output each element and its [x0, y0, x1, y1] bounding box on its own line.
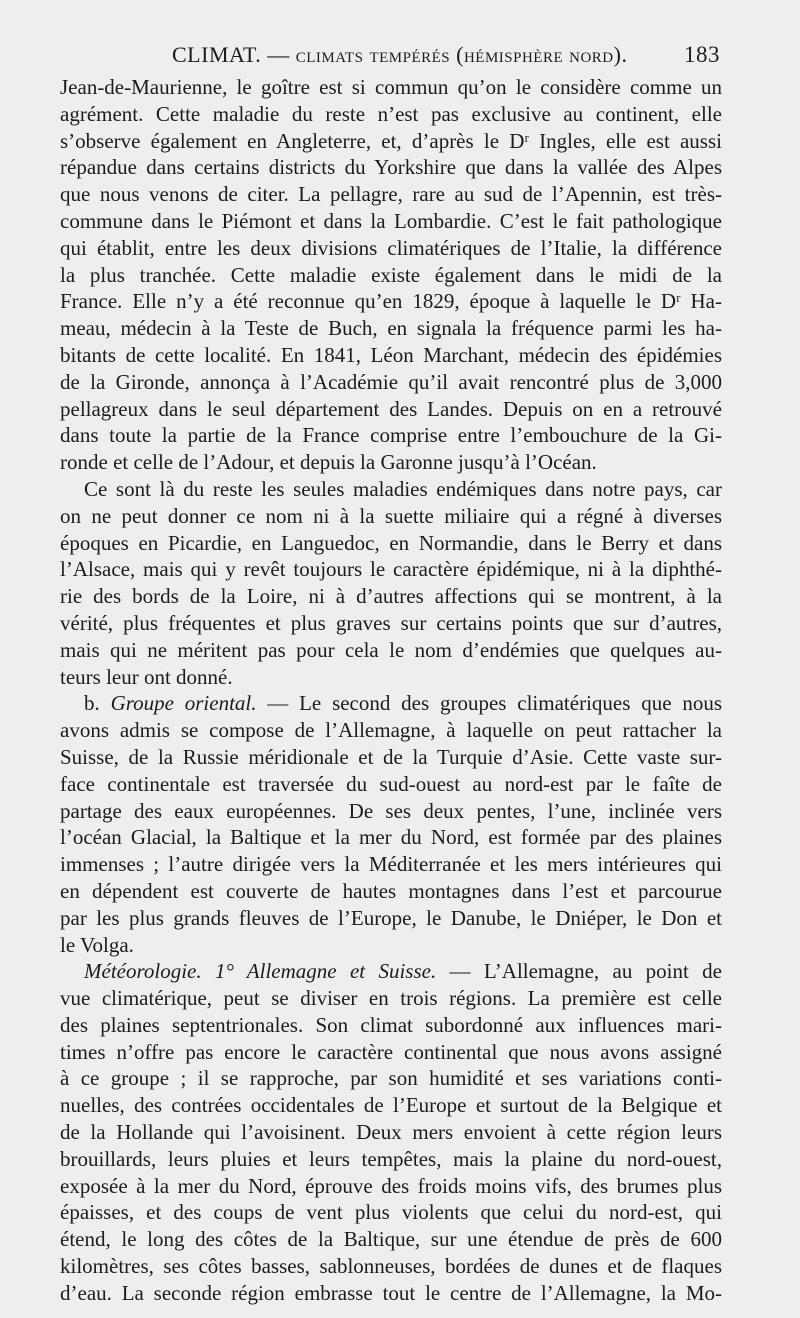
line-text: s’observe également en Angleterre, et, d’après le Dʳ Ingles, elle est aussi: [60, 128, 722, 153]
text-line: [60, 1012, 722, 1039]
text-line: [60, 637, 722, 664]
text-line: [60, 342, 722, 369]
line-text: d’eau. La seconde région embrasse tout le centre de l’Allemagne, la Mo-: [60, 1280, 722, 1305]
line-text: de la Gironde, annonça à l’Académie qu’il avait rencontré plus de 3,000: [60, 369, 722, 394]
text-line: [60, 824, 722, 851]
running-title-section: climats tempérés (hémisphère nord).: [295, 42, 628, 67]
line-text: vue climatérique, peut se diviser en trois régions. La première est celle: [60, 986, 722, 1011]
line-text: le Volga.: [60, 932, 134, 957]
line-text: qui établit, entre les deux divisions climatériques de l’Italie, la différence: [60, 235, 722, 260]
body-text: [60, 74, 722, 1307]
line-text: pellagreux dans le seul département des Landes. Depuis on en a retrouvé: [60, 396, 722, 421]
line-text: brouillards, leurs pluies et leurs tempêtes, mais la plaine du nord-ouest,: [60, 1146, 722, 1171]
text-line: [60, 932, 722, 959]
text-line: [60, 422, 722, 449]
line-text: de la Hollande qui l’avoisinent. Deux mers envoient à cette région leurs: [60, 1120, 722, 1145]
text-line: [60, 1065, 722, 1092]
text-line: [60, 101, 722, 128]
text-line: [60, 449, 722, 476]
text-line: [60, 181, 722, 208]
text-line: [60, 851, 722, 878]
text-line: [60, 1146, 722, 1173]
line-text: époques en Picardie, en Languedoc, en Normandie, dans le Berry et dans: [60, 530, 722, 555]
line-text: bitants de cette localité. En 1841, Léon Marchant, médecin des épidémies: [60, 342, 722, 367]
paragraph-marker: b.: [84, 691, 111, 716]
text-line: [60, 208, 722, 235]
line-text: Ce sont là du reste les seules maladies endémiques dans notre pays, car: [84, 476, 722, 501]
line-text: l’océan Glacial, la Baltique et la mer du Nord, est formée par des plaines: [60, 825, 722, 850]
running-header: [60, 38, 720, 72]
text-line: [60, 771, 722, 798]
text-line: [60, 503, 722, 530]
line-text: épaisses, et des coups de vent plus violents que celui du nord-est, qui: [60, 1200, 722, 1225]
line-text: dans toute la partie de la France comprise entre l’embouchure de la Gi-: [60, 423, 722, 448]
line-text: — Le second des groupes climatériques que nous: [256, 691, 722, 716]
line-text: on ne peut donner ce nom ni à la suette miliaire qui a régné à diverses: [60, 503, 722, 528]
text-line: [60, 476, 722, 503]
text-line: [60, 717, 722, 744]
running-title: [172, 42, 627, 68]
text-line: [60, 1226, 722, 1253]
text-line: [60, 1199, 722, 1226]
text-line: [60, 1039, 722, 1066]
italic-heading: Météorologie. 1° Allemagne et Suisse.: [84, 959, 437, 984]
text-line: [60, 798, 722, 825]
text-line: [60, 74, 722, 101]
text-line: [60, 958, 722, 985]
text-line: [60, 396, 722, 423]
line-text: répandue dans certains districts du Yorkshire que dans la vallée des Alpes: [60, 155, 722, 180]
line-text: l’Alsace, mais qui y revêt toujours le caractère épidémique, ni à la diphthé-: [60, 557, 722, 582]
text-line: [60, 154, 722, 181]
line-text: que nous venons de citer. La pellagre, rare au sud de l’Apennin, est très-: [60, 182, 722, 207]
text-line: [60, 369, 722, 396]
line-text: vérité, plus fréquentes et plus graves sur certains points que sur d’autres,: [60, 610, 722, 635]
line-text: times n’offre pas encore le caractère continental que nous avons assigné: [60, 1039, 722, 1064]
running-title-prefix: CLIMAT. —: [172, 42, 296, 67]
line-text: des plaines septentrionales. Son climat subordonné aux influences mari-: [60, 1012, 722, 1037]
line-text: étend, le long des côtes de la Baltique, sur une étendue de près de 600: [60, 1227, 722, 1252]
line-text: nuelles, des contrées occidentales de l’Europe et surtout de la Belgique et: [60, 1093, 722, 1118]
line-text: agrément. Cette maladie du reste n’est pas exclusive au continent, elle: [60, 101, 722, 126]
line-text: Suisse, de la Russie méridionale et de la Turquie d’Asie. Cette vaste sur-: [60, 744, 722, 769]
text-line: [60, 1092, 722, 1119]
text-line: [60, 905, 722, 932]
page-number: 183: [684, 42, 720, 67]
italic-heading: Groupe oriental.: [110, 691, 257, 716]
text-line: [60, 690, 722, 717]
line-text: avons admis se compose de l’Allemagne, à laquelle on peut rattacher la: [60, 718, 722, 743]
text-line: [60, 1119, 722, 1146]
line-text: rie des bords de la Loire, ni à d’autres affections qui se montrent, à la: [60, 584, 722, 609]
text-line: [60, 1253, 722, 1280]
text-line: [60, 315, 722, 342]
text-line: [60, 1173, 722, 1200]
text-line: [60, 744, 722, 771]
text-line: [60, 664, 722, 691]
line-text: immenses ; l’autre dirigée vers la Méditerranée et les mers intérieures qui: [60, 852, 722, 877]
line-text: kilomètres, ses côtes basses, sablonneuses, bordées de dunes et de flaques: [60, 1254, 722, 1279]
text-line: [60, 530, 722, 557]
text-line: [60, 610, 722, 637]
line-text: — L’Allemagne, au point de: [436, 959, 722, 984]
text-line: [60, 583, 722, 610]
line-text: mais qui ne méritent pas pour cela le nom d’endémies que quelques au-: [60, 637, 722, 662]
text-line: [60, 288, 722, 315]
text-line: [60, 985, 722, 1012]
line-text: teurs leur ont donné.: [60, 664, 233, 689]
line-text: partage des eaux européennes. De ses deux pentes, l’une, inclinée vers: [60, 798, 722, 823]
line-text: face continentale est traversée du sud-ouest au nord-est par le faîte de: [60, 771, 722, 796]
line-text: meau, médecin à la Teste de Buch, en signala la fréquence parmi les ha-: [60, 316, 722, 341]
text-line: [60, 262, 722, 289]
line-text: Jean-de-Maurienne, le goître est si commun qu’on le considère comme un: [60, 75, 722, 99]
line-text: commune dans le Piémont et dans la Lombardie. C’est le fait pathologique: [60, 208, 722, 233]
text-line: [60, 878, 722, 905]
line-text: par les plus grands fleuves de l’Europe, le Danube, le Dniéper, le Don et: [60, 905, 722, 930]
line-text: en dépendent est couverte de hautes montagnes dans l’est et parcourue: [60, 878, 722, 903]
text-line: [60, 235, 722, 262]
line-text: la plus tranchée. Cette maladie existe également dans le midi de la: [60, 262, 722, 287]
text-line: [60, 128, 722, 155]
line-text: France. Elle n’y a été reconnue qu’en 1829, époque à laquelle le Dʳ Ha-: [60, 289, 722, 314]
text-line: [60, 1280, 722, 1307]
line-text: à ce groupe ; il se rapproche, par son humidité et ses variations conti-: [60, 1066, 722, 1091]
text-line: [60, 556, 722, 583]
line-text: exposée à la mer du Nord, éprouve des froids moins vifs, des brumes plus: [60, 1173, 722, 1198]
line-text: ronde et celle de l’Adour, et depuis la Garonne jusqu’à l’Océan.: [60, 450, 597, 475]
